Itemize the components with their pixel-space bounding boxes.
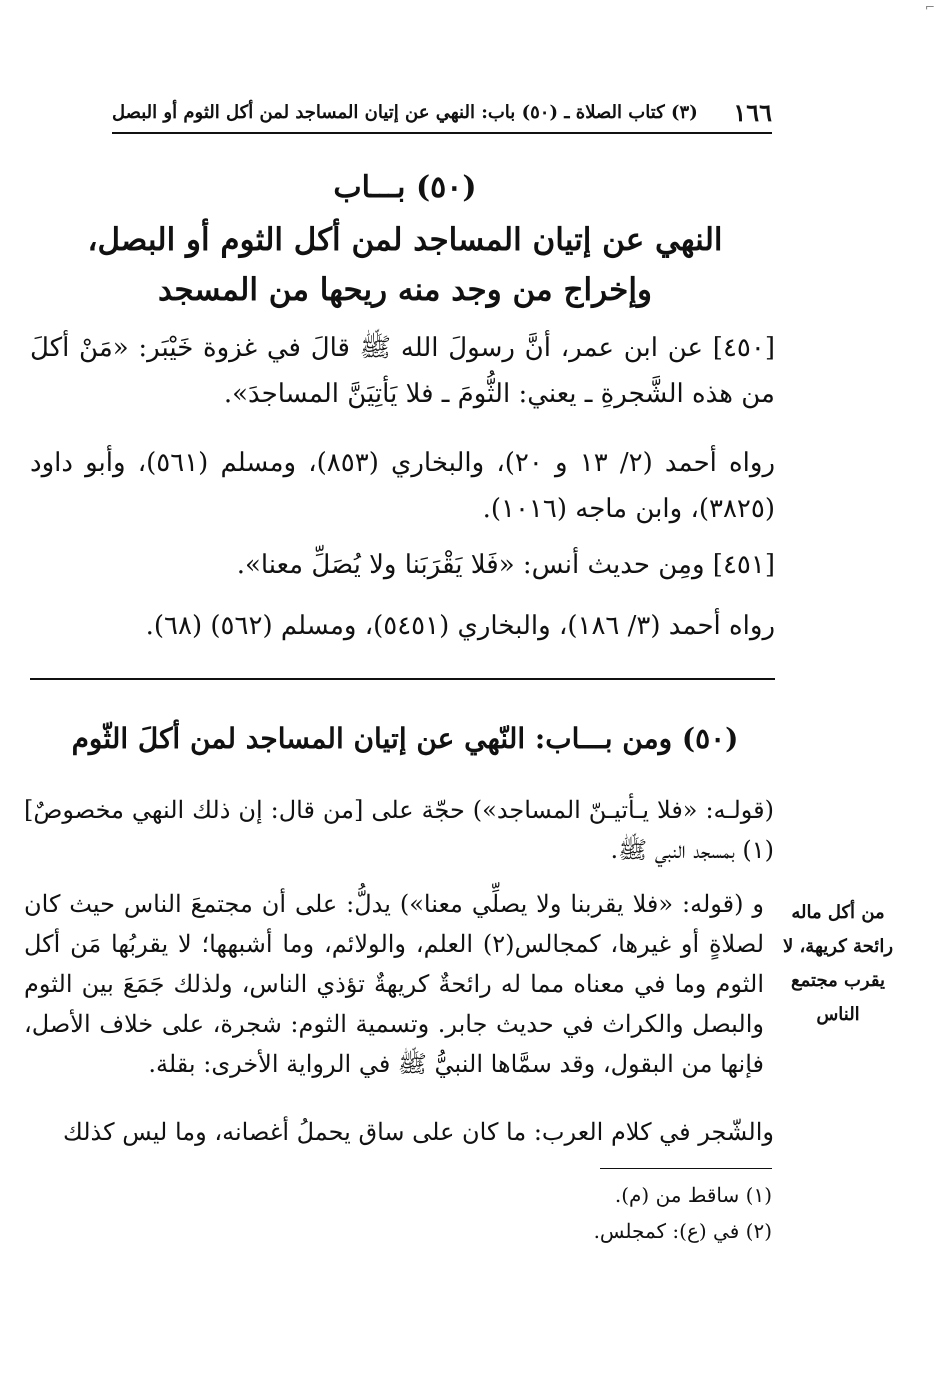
commentary-heading: (٥٠) ومن بـــاب: النّهي عن إتيان المساجد لمن أكلَ الثّوم [71, 722, 739, 755]
footnote-1: (١) ساقط من (م). [614, 1183, 772, 1207]
chapter-title-line-1: النهي عن إتيان المساجد لمن أكل الثوم أو البصل، [87, 222, 723, 258]
page-header [112, 92, 772, 134]
corner-mark: ⌐ [924, 0, 935, 14]
hadith-450-takhrij: رواه أحمد (٢/ ١٣ و ٢٠)، والبخاري (٨٥٣)، ومسلم (٥٦١)، وأبو داود (٣٨٢٥)، وابن ماجه (١٠١٦). [30, 448, 775, 524]
margin-note: من أكل ماله رائحة كريهة، لا يقرب مجتمع الناس [782, 902, 894, 1025]
page-number: ١٦٦ [733, 97, 772, 127]
footnote-2: (٢) في (ع): كمجلس. [593, 1219, 772, 1243]
commentary-paragraph-1: (قولـه: «فلا يـأتيـنّ المساجد») حجّة على [من قال: إن ذلك النهي مخصوصٌ](١) بمسجد النبي ﷺ. [24, 796, 774, 864]
chapter-heading: (٥٠) بـــاب [333, 170, 477, 205]
hadith-451-takhrij: رواه أحمد (٣/ ١٨٦)، والبخاري (٥٤٥١)، ومسلم (٥٦٢) (٦٨). [145, 611, 775, 641]
chapter-title-line-2: وإخراج من وجد منه ريحها من المسجد [158, 272, 652, 308]
commentary-paragraph-3: والشّجر في كلام العرب: ما كان على ساق يحملُ أغصانه، وما ليس كذلك [63, 1118, 774, 1146]
hadith-451-text: [٤٥١] ومِن حديث أنس: «فَلا يَقْرَبَنا ولا يُصَلِّ معنا». [236, 550, 775, 580]
commentary-paragraph-2: و (قوله: «فلا يقربنا ولا يصلِّي معنا») يدلُّ: على أن مجتمعَ الناس حيث كان لصلاةٍ أو غيرها، كمجالس(٢) العلم، والولائم، وما أشبهها؛ لا يقربُها مَن أكل الثوم وما في معناه مما له رائحةٌ كريهةٌ تؤذي الناس، ولذلك جَمَعَ بين الثوم والبصل والكراث في حديث جابر. وتسمية الثوم: شجرة، على خلاف الأصل، فإنها من البقول، وقد سمَّاها النبيُّ ﷺ في الرواية الأخرى: بقلة. [24, 890, 765, 1078]
section-divider [30, 678, 775, 680]
hadith-450-text: [٤٥٠] عن ابن عمر، أنَّ رسولَ الله ﷺ قالَ في غزوة خَيْبَر: «مَنْ أكلَ من هذه الشَّجرةِ ـ يعني: الثُّومَ ـ فلا يَأتِيَنَّ المساجدَ». [30, 333, 775, 409]
running-head: (٣) كتاب الصلاة ـ (٥٠) باب: النهي عن إتيان المساجد لمن أكل الثوم أو البصل [112, 101, 698, 123]
footnote-rule [600, 1168, 772, 1169]
